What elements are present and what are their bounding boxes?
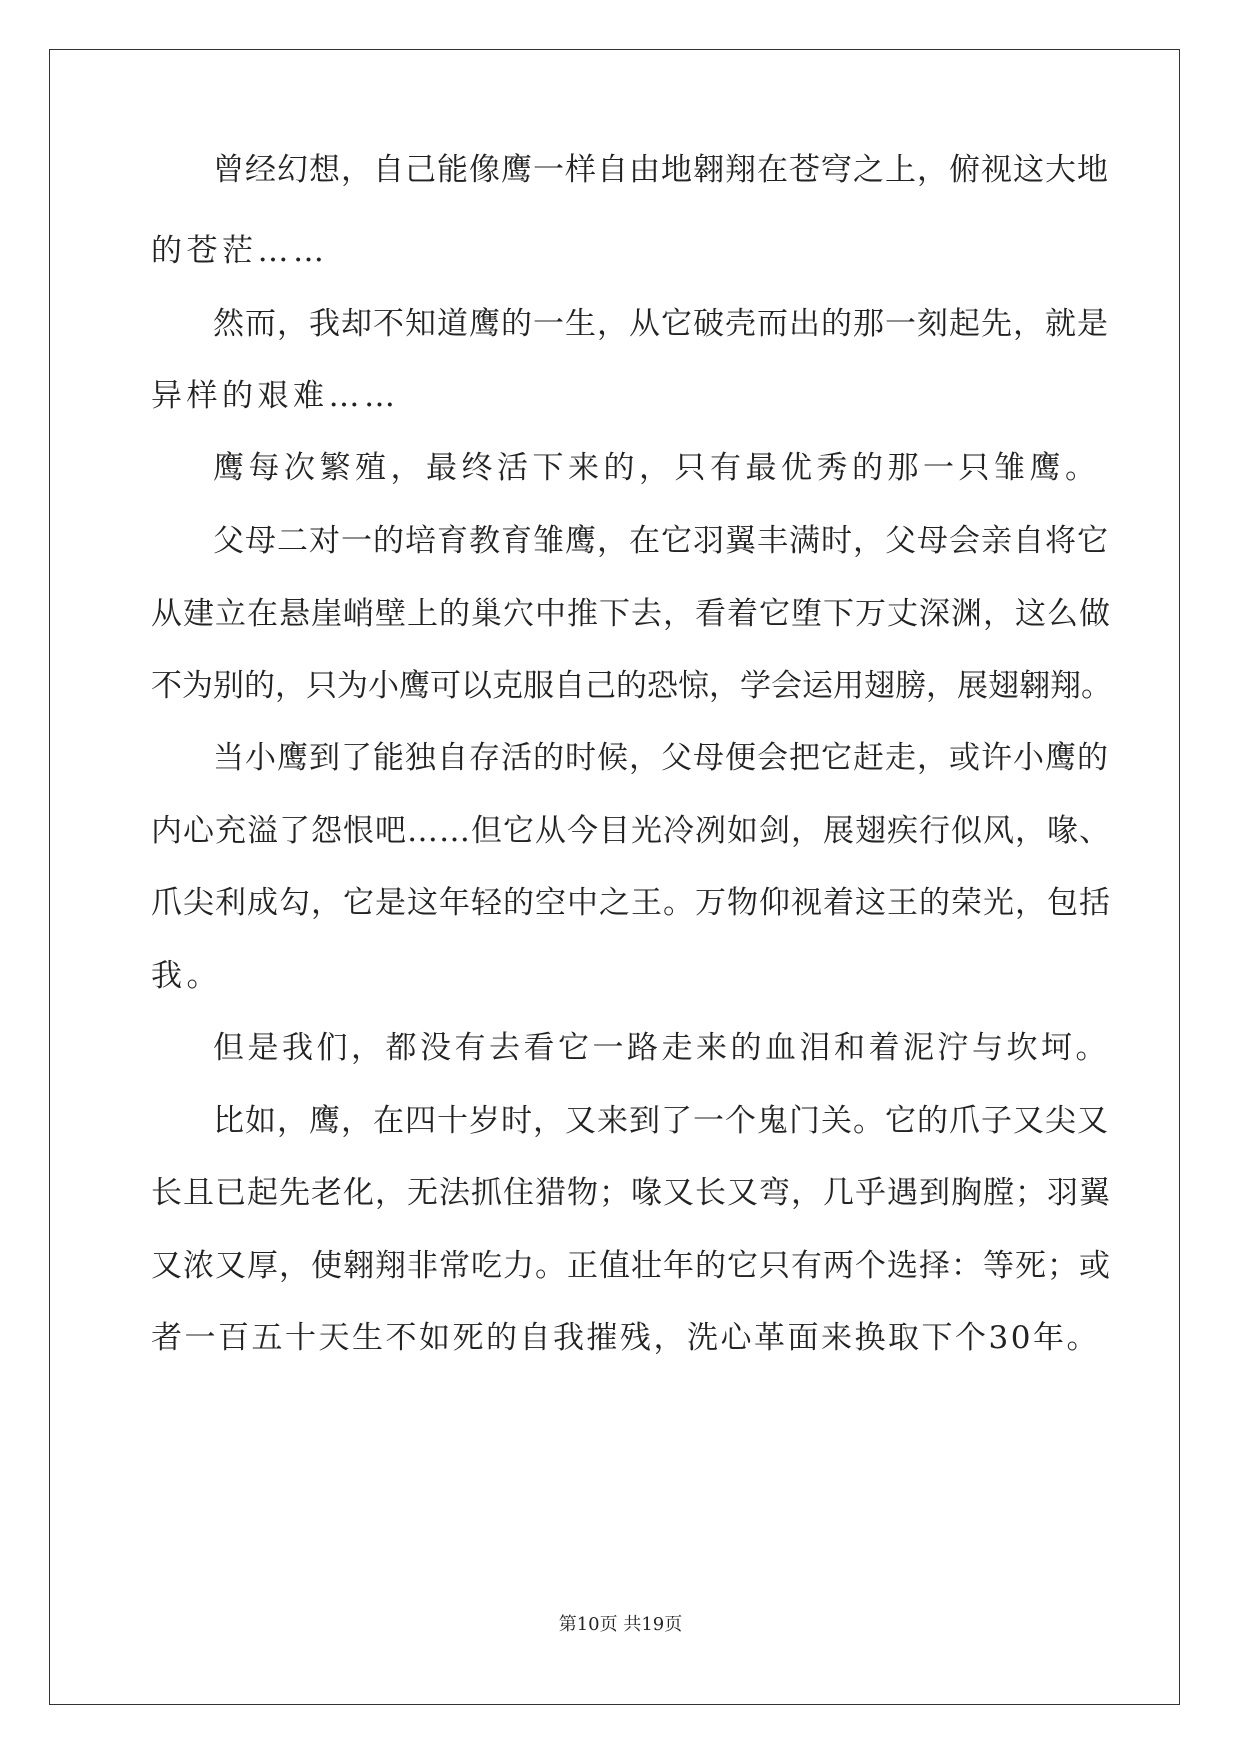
paragraph-line: 比如，鹰，在四十岁时，又来到了一个鬼门关。它的爪子又尖又 <box>213 1103 1109 1139</box>
paragraph-line: 但是我们，都没有去看它一路走来的血泪和着泥泞与坎坷。 <box>213 1030 1110 1066</box>
paragraph-line: 异样的艰难…… <box>151 378 400 414</box>
page-border <box>49 49 1180 1705</box>
paragraph-line: 长且已起先老化，无法抓住猎物；喙又长又弯，几乎遇到胸膛；羽翼 <box>151 1175 1111 1211</box>
paragraph-line: 爪尖利成勾，它是这年轻的空中之王。万物仰视着这王的荣光，包括 <box>151 885 1111 921</box>
page-number-footer: 第10页 共19页 <box>558 1614 683 1635</box>
paragraph-line: 不为别的，只为小鹰可以克服自己的恐惊，学会运用翅膀，展翅翱翔。 <box>151 668 1112 704</box>
paragraph-line: 内心充溢了怨恨吧……但它从今目光冷冽如剑，展翅疾行似风，喙、 <box>151 813 1111 849</box>
paragraph-line: 又浓又厚，使翱翔非常吃力。正值壮年的它只有两个选择：等死；或 <box>151 1248 1111 1284</box>
paragraph-line: 然而，我却不知道鹰的一生，从它破壳而出的那一刻起先，就是 <box>213 306 1109 342</box>
paragraph-line: 曾经幻想，自己能像鹰一样自由地翱翔在苍穹之上，俯视这大地 <box>213 152 1109 188</box>
paragraph-line: 父母二对一的培育教育雏鹰，在它羽翼丰满时，父母会亲自将它 <box>213 523 1109 559</box>
paragraph-line: 我。 <box>151 958 222 994</box>
paragraph-line: 当小鹰到了能独自存活的时候，父母便会把它赶走，或许小鹰的 <box>213 740 1109 776</box>
paragraph-line: 者一百五十天生不如死的自我摧残，洗心革面来换取下个30年。 <box>151 1320 1100 1356</box>
paragraph-line: 从建立在悬崖峭壁上的巢穴中推下去，看着它堕下万丈深渊，这么做 <box>151 596 1111 632</box>
paragraph-line: 鹰每次繁殖，最终活下来的，只有最优秀的那一只雏鹰。 <box>213 450 1101 486</box>
paragraph-line: 的苍茫…… <box>151 233 329 269</box>
